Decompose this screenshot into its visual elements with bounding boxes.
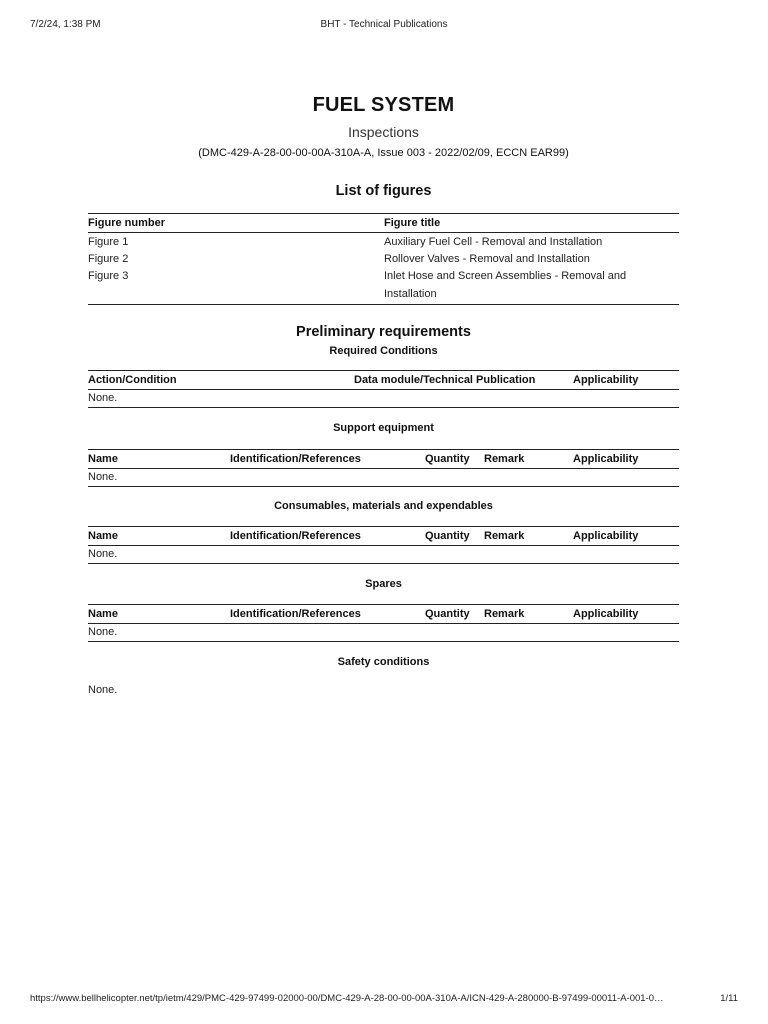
column-header-applicability: Applicability: [573, 608, 639, 620]
column-header-figure-title: Figure title: [384, 217, 441, 229]
table-header-row: [88, 450, 679, 469]
table-header-row: [88, 371, 679, 390]
column-header-applicability: Applicability: [573, 453, 639, 465]
required-conditions-heading: Required Conditions: [329, 345, 438, 357]
column-header-remark: Remark: [484, 608, 525, 620]
table-row: [88, 546, 679, 563]
figure-title-link[interactable]: Inlet Hose and Screen Assemblies - Removal and: [384, 270, 627, 282]
support-equipment-table: [88, 449, 679, 487]
column-header-identification: Identification/References: [230, 453, 361, 465]
figure-title-link[interactable]: Rollover Valves - Removal and Installation: [384, 253, 590, 265]
print-footer: [30, 993, 738, 1007]
support-equipment-heading: Support equipment: [333, 422, 434, 434]
empty-value: None.: [88, 471, 118, 483]
empty-value: None.: [88, 548, 118, 560]
figure-number: Figure 2: [88, 253, 129, 265]
table-header-row: [88, 214, 679, 233]
figure-title-link[interactable]: Auxiliary Fuel Cell - Removal and Installation: [384, 236, 603, 248]
print-url: https://www.bellhelicopter.net/tp/ietm/429/PMC-429-97499-02000-00/DMC-429-A-28-00-00-00A-310A-A/ICN-429-A-280000-B-97499-00011-A-001-0…: [30, 993, 664, 1004]
document-identification: (DMC-429-A-28-00-00-00A-310A-A, Issue 003 - 2022/02/09, ECCN EAR99): [198, 147, 569, 159]
column-header-action-condition: Action/Condition: [88, 374, 177, 386]
print-datetime: 7/2/24, 1:38 PM: [30, 19, 101, 30]
column-header-remark: Remark: [484, 453, 525, 465]
column-header-identification: Identification/References: [230, 530, 361, 542]
empty-value: None.: [88, 626, 118, 638]
column-header-quantity: Quantity: [425, 530, 470, 542]
column-header-name: Name: [88, 453, 118, 465]
spares-heading: Spares: [365, 578, 402, 590]
print-site-title: BHT - Technical Publications: [320, 19, 448, 30]
column-header-name: Name: [88, 530, 118, 542]
empty-value: None.: [88, 392, 118, 404]
print-header: [30, 19, 738, 33]
column-header-applicability: Applicability: [573, 374, 639, 386]
column-header-data-module: Data module/Technical Publication: [354, 374, 536, 386]
page-subtitle: Inspections: [348, 124, 419, 140]
preliminary-requirements-heading: Preliminary requirements: [296, 324, 471, 340]
required-conditions-table: [88, 370, 679, 408]
safety-conditions-text: None.: [88, 684, 118, 696]
figures-table: [88, 213, 679, 305]
page-title: FUEL SYSTEM: [312, 94, 455, 116]
table-row: [88, 469, 679, 486]
table-row[interactable]: [88, 251, 679, 268]
column-header-quantity: Quantity: [425, 453, 470, 465]
table-row: [88, 390, 679, 407]
list-of-figures-heading: List of figures: [335, 183, 432, 199]
column-header-figure-number: Figure number: [88, 217, 166, 229]
table-header-row: [88, 527, 679, 546]
column-header-identification: Identification/References: [230, 608, 361, 620]
table-header-row: [88, 605, 679, 624]
table-row[interactable]: [88, 234, 679, 251]
consumables-heading: Consumables, materials and expendables: [274, 500, 493, 512]
consumables-table: [88, 526, 679, 564]
spares-table: [88, 604, 679, 642]
column-header-quantity: Quantity: [425, 608, 470, 620]
column-header-remark: Remark: [484, 530, 525, 542]
column-header-applicability: Applicability: [573, 530, 639, 542]
figure-number: Figure 1: [88, 236, 129, 248]
table-row: [88, 624, 679, 641]
page-indicator: 1/11: [720, 993, 738, 1004]
table-row[interactable]: [88, 268, 679, 303]
safety-conditions-heading: Safety conditions: [337, 656, 430, 668]
column-header-name: Name: [88, 608, 118, 620]
figure-title-link-continued[interactable]: Installation: [384, 287, 437, 300]
figure-number: Figure 3: [88, 270, 129, 282]
